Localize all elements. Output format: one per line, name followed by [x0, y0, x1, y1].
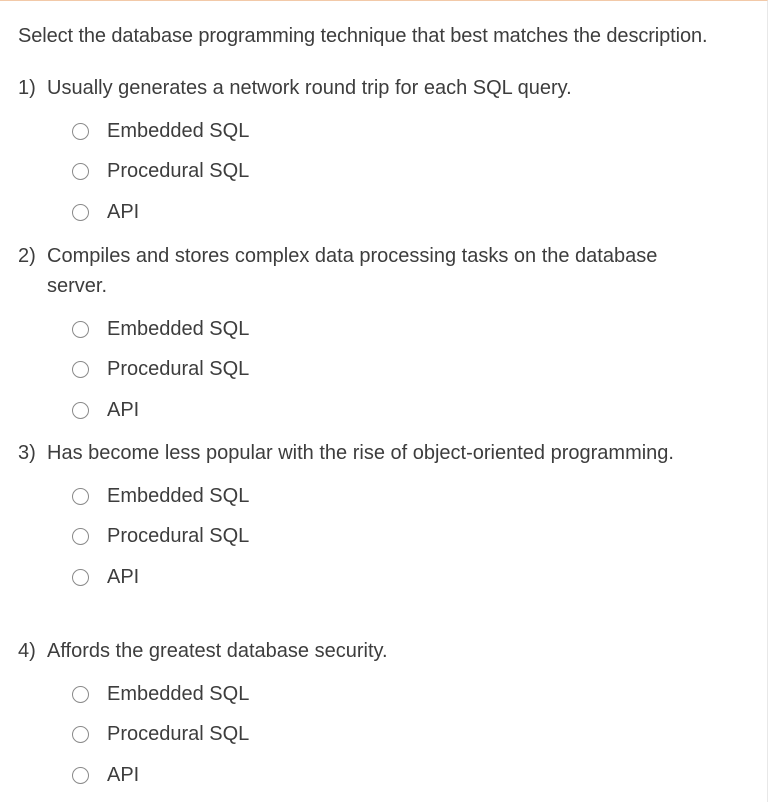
question-text: Usually generates a network round trip for each SQL query.: [47, 77, 572, 99]
answer-options: [18, 476, 718, 598]
option-label: Embedded SQL: [107, 317, 250, 340]
answer-options: [18, 309, 718, 431]
answer-options: [18, 111, 718, 233]
option-procedural-sql[interactable]: [72, 517, 718, 558]
radio-unselected-icon[interactable]: [72, 726, 89, 743]
option-api[interactable]: [72, 755, 718, 796]
option-procedural-sql[interactable]: [72, 152, 718, 193]
question-3: [18, 438, 718, 598]
option-label: Embedded SQL: [107, 119, 250, 142]
radio-unselected-icon[interactable]: [72, 488, 89, 505]
option-embedded-sql[interactable]: [72, 111, 718, 152]
radio-unselected-icon[interactable]: [72, 528, 89, 545]
radio-unselected-icon[interactable]: [72, 402, 89, 419]
radio-unselected-icon[interactable]: [72, 321, 89, 338]
question-2: [18, 241, 718, 431]
option-label: Procedural SQL: [107, 358, 250, 381]
option-label: Procedural SQL: [107, 723, 250, 746]
answer-options: [18, 674, 718, 796]
option-embedded-sql[interactable]: [72, 476, 718, 517]
question-number: 3): [18, 442, 36, 464]
radio-unselected-icon[interactable]: [72, 569, 89, 586]
question-text: Has become less popular with the rise of object-oriented programming.: [47, 442, 674, 464]
option-label: API: [107, 200, 140, 223]
radio-unselected-icon[interactable]: [72, 361, 89, 378]
option-label: API: [107, 398, 140, 421]
option-embedded-sql[interactable]: [72, 309, 718, 350]
option-procedural-sql[interactable]: [72, 715, 718, 756]
option-api[interactable]: [72, 192, 718, 233]
question-number: 2): [18, 245, 36, 267]
radio-unselected-icon[interactable]: [72, 686, 89, 703]
question-number: 4): [18, 640, 36, 662]
question-number: 1): [18, 77, 36, 99]
radio-unselected-icon[interactable]: [72, 123, 89, 140]
option-api[interactable]: [72, 390, 718, 431]
radio-unselected-icon[interactable]: [72, 163, 89, 180]
question-text: Compiles and stores complex data processing tasks on the database server.: [47, 245, 658, 297]
option-label: Procedural SQL: [107, 160, 250, 183]
radio-unselected-icon[interactable]: [72, 767, 89, 784]
option-embedded-sql[interactable]: [72, 674, 718, 715]
instructions-text: Select the database programming technique that best matches the description.: [18, 25, 708, 47]
option-label: API: [107, 763, 140, 786]
option-label: Embedded SQL: [107, 682, 250, 705]
option-procedural-sql[interactable]: [72, 350, 718, 391]
option-label: API: [107, 565, 140, 588]
question-4: [18, 636, 718, 796]
question-1: [18, 73, 718, 233]
option-label: Embedded SQL: [107, 484, 250, 507]
question-text: Affords the greatest database security.: [47, 640, 388, 662]
option-api[interactable]: [72, 557, 718, 598]
radio-unselected-icon[interactable]: [72, 204, 89, 221]
option-label: Procedural SQL: [107, 525, 250, 548]
